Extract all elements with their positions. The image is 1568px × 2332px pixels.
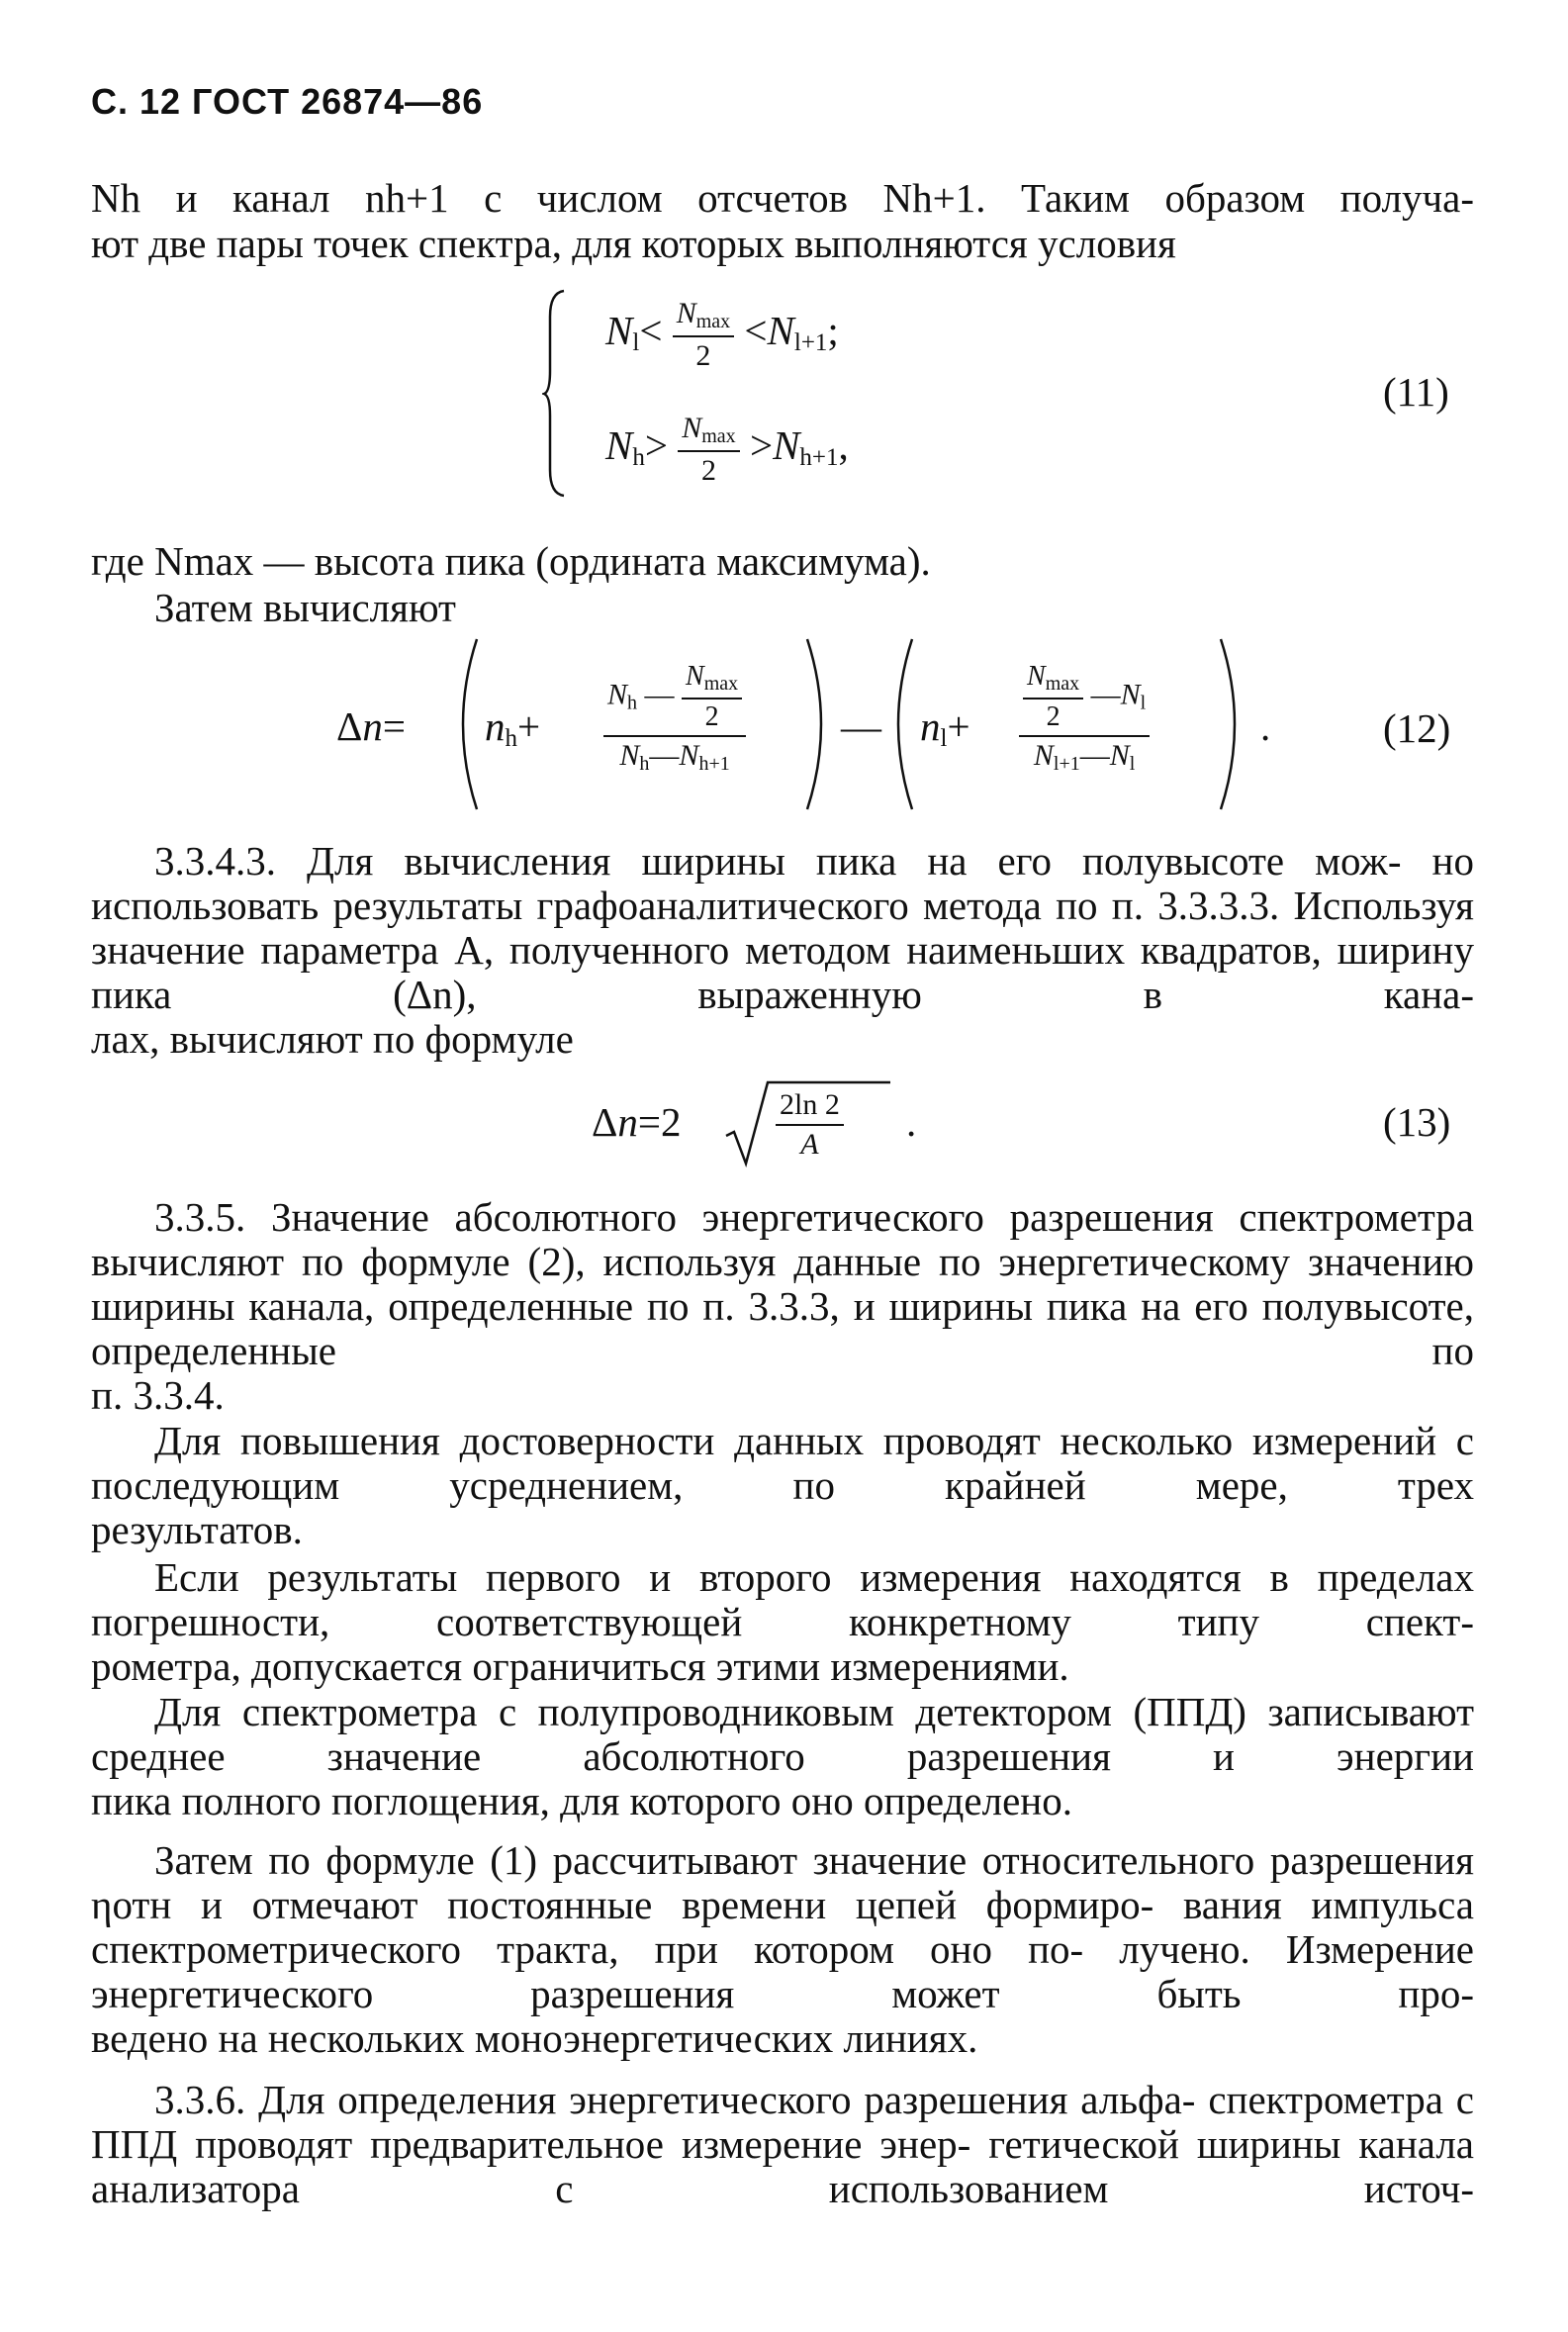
paragraph-line <box>91 1508 1474 1552</box>
paragraph-line <box>91 176 1474 221</box>
text-line: лах, вычисляют по формуле <box>91 1016 574 1062</box>
equation-11-brace <box>542 287 572 500</box>
paragraph-line <box>91 1017 1474 1062</box>
text-line: рометра, допускается ограничиться этими измерениями. <box>91 1643 1069 1689</box>
paragraph-line <box>91 1779 1474 1823</box>
equation-12-number: (12) <box>1383 705 1451 751</box>
text-block: Для повышения достоверности данных проводят несколько измерений с последующим усреднением, по крайней мере, трех <box>91 1418 1474 1508</box>
text-line: п. 3.3.4. <box>91 1372 225 1418</box>
text-block: Затем по формуле (1) рассчитывают значение относительного разрешения ηотн и отмечают постоянные времени цепей формиро- вания импульса спектрометрического тракта, при котором оно по- лучено. Измерение энергетического разрешения может быть про- <box>91 1837 1474 2016</box>
equation-13: Δn=2 $\frac{2\ln 2}{A}$ . <box>592 1078 987 1177</box>
equation-11-number: (11) <box>1383 369 1449 415</box>
equation-12: Δn= $n_h+$ Nh — $\frac{Nmax}{2}$ Nh—Nh+1 — $n_l+$ $\frac{Nmax}{2}$ —Nl Nl+1—Nl . <box>336 635 1326 813</box>
equation-13-number: (13) <box>1383 1099 1451 1145</box>
equation-11-line1: $N_l<$ $\frac{Nmax}{2}$ $<N_{l+1}$; <box>605 297 839 372</box>
paragraph-line <box>91 1644 1474 1689</box>
text-line: ведено на нескольких моноэнергетических линиях. <box>91 2015 978 2061</box>
paragraph-line <box>91 2016 1474 2061</box>
paragraph <box>91 1195 1474 1373</box>
text-line: где Nmax — высота пика (ордината максимума). <box>91 538 931 584</box>
text-line: ют две пары точек спектра, для которых выполняются условия <box>91 221 1176 266</box>
text-line: пика полного поглощения, для которого оно определено. <box>91 1778 1072 1823</box>
text-line: результатов. <box>91 1507 303 1552</box>
text-block: 3.3.6. Для определения энергетического разрешения альфа- спектрометра с ППД проводят предварительное измерение энер- гетической ширины канала анализатора с использованием источ- <box>91 2077 1474 2211</box>
equation-11-line2: $N_h>$ $\frac{Nmax}{2}$ $>N_{h+1}$, <box>605 412 849 487</box>
paragraph <box>91 839 1474 1017</box>
text-line: Nh и канал nh+1 с числом отсчетов Nh+1. Таким образом получа- <box>91 175 1474 221</box>
paragraph-line <box>91 222 1474 266</box>
page-header: С. 12 ГОСТ 26874—86 <box>91 81 484 122</box>
text-block: Для спектрометра с полупроводниковым детектором (ППД) записывают среднее значение абсолютного разрешения и энергии <box>91 1689 1474 1779</box>
text-block: 3.3.5. Значение абсолютного энергетического разрешения спектрометра вычисляют по формуле (2), используя данные по энергетическому значению ширины канала, определенные по п. 3.3.3, и ширины пика на его полувысоте, определенные по <box>91 1194 1474 1373</box>
text-block: Если результаты первого и второго измерения находятся в пределах погрешности, соответствующей конкретному типу спект- <box>91 1554 1474 1644</box>
paragraph <box>91 1555 1474 1644</box>
paragraph-line <box>91 1373 1474 1418</box>
paragraph-line <box>91 539 1474 584</box>
text-block: 3.3.4.3. Для вычисления ширины пика на его полувысоте мож- но использовать результаты графоаналитического метода по п. 3.3.3.3. Используя значение параметра А, полученного методом наименьших квадратов, ширину пика (Δn), выраженную в кана- <box>91 838 1474 1017</box>
paragraph <box>91 1419 1474 1508</box>
paragraph <box>91 1690 1474 1779</box>
paragraph <box>91 2078 1474 2211</box>
paragraph <box>91 1838 1474 2016</box>
text-line: Затем вычисляют <box>154 585 456 630</box>
paragraph-line <box>91 586 1474 630</box>
